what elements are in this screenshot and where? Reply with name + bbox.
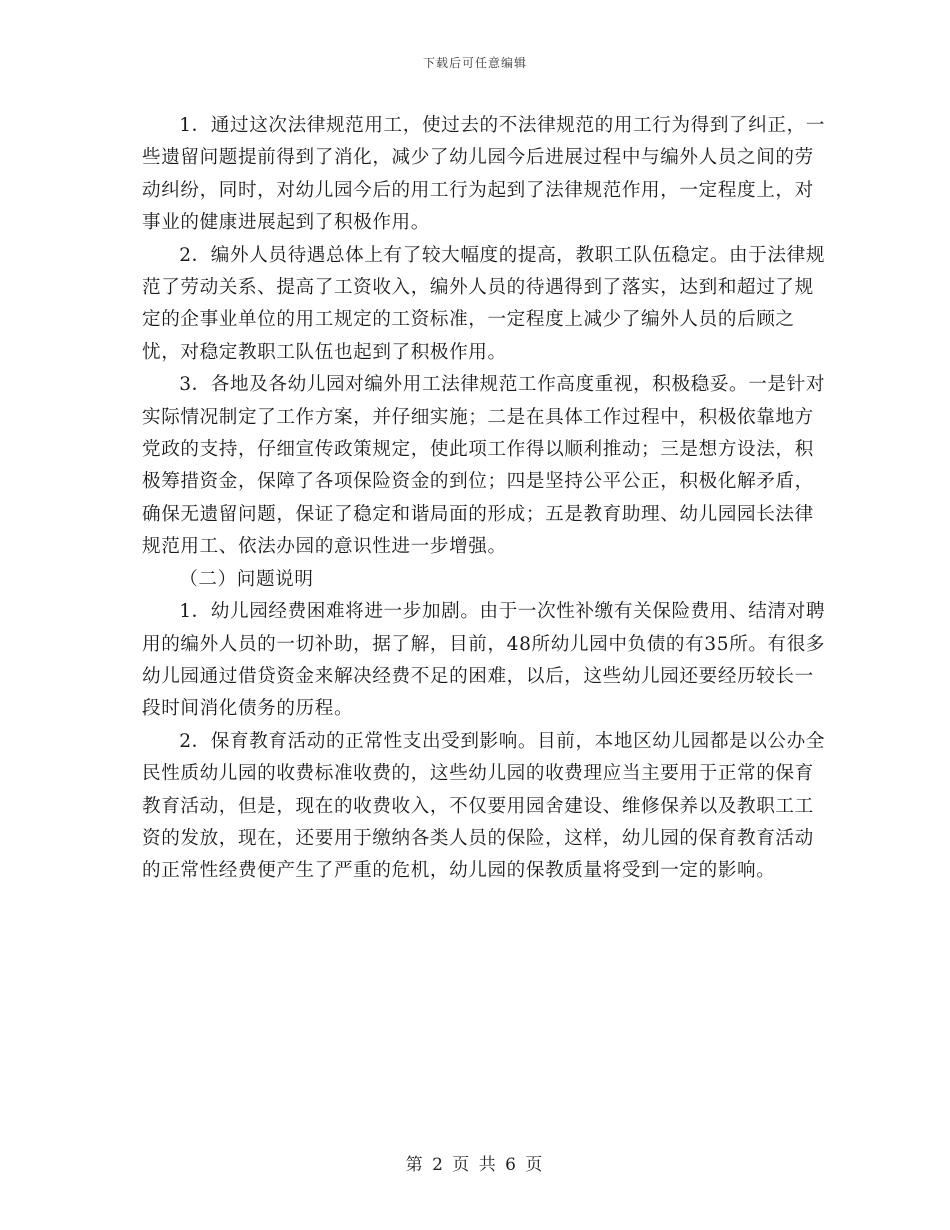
page-header: 下载后可任意编辑	[422, 56, 527, 70]
paragraph-4: 1．幼儿园经费困难将进一步加剧。由于一次性补缴有关保险费用、结清对聘用的编外人员的一切补助，据了解，目前，48所幼儿园中负债的有35所。有很多幼儿园通过借贷资金来解决经费不足的困难，以后，这些幼儿园还要经历较长一段时间消化债务的历程。	[142, 601, 826, 720]
page-number-footer: 第 2 页 共 6 页	[405, 1155, 545, 1175]
paragraph-1: 1．通过这次法律规范用工，使过去的不法律规范的用工行为得到了纠正，一些遗留问题提前得到了消化，减少了幼儿园今后进展过程中与编外人员之间的劳动纠纷，同时，对幼儿园今后的用工行为起到了法律规范作用，一定程度上，对事业的健康进展起到了积极作用。	[142, 115, 826, 234]
section-heading: （二）问题说明	[179, 568, 314, 590]
paragraph-3: 3．各地及各幼儿园对编外用工法律规范工作高度重视，积极稳妥。一是针对实际情况制定了工作方案，并仔细实施；二是在具体工作过程中，积极依靠地方党政的支持，仔细宣传政策规定，使此项工作得以顺利推动；三是想方设法，积极筹措资金，保障了各项保险资金的到位；四是坚持公平公正，积极化解矛盾，确保无遗留问题，保证了稳定和谐局面的形成；五是教育助理、幼儿园园长法律规范用工、依法办园的意识性进一步增强。	[142, 374, 826, 558]
paragraph-2: 2．编外人员待遇总体上有了较大幅度的提高，教职工队伍稳定。由于法律规范了劳动关系、提高了工资收入，编外人员的待遇得到了落实，达到和超过了规定的企事业单位的用工规定的工资标准，一定程度上减少了编外人员的后顾之忧，对稳定教职工队伍也起到了积极作用。	[142, 244, 826, 363]
document-body	[142, 110, 832, 888]
paragraph-5: 2．保育教育活动的正常性支出受到影响。目前，本地区幼儿园都是以公办全民性质幼儿园的收费标准收费的，这些幼儿园的收费理应当主要用于正常的保育教育活动，但是，现在的收费收入，不仅要用园舍建设、维修保养以及教职工工资的发放，现在，还要用于缴纳各类人员的保险，这样，幼儿园的保育教育活动的正常性经费便产生了严重的危机，幼儿园的保教质量将受到一定的影响。	[142, 730, 826, 882]
